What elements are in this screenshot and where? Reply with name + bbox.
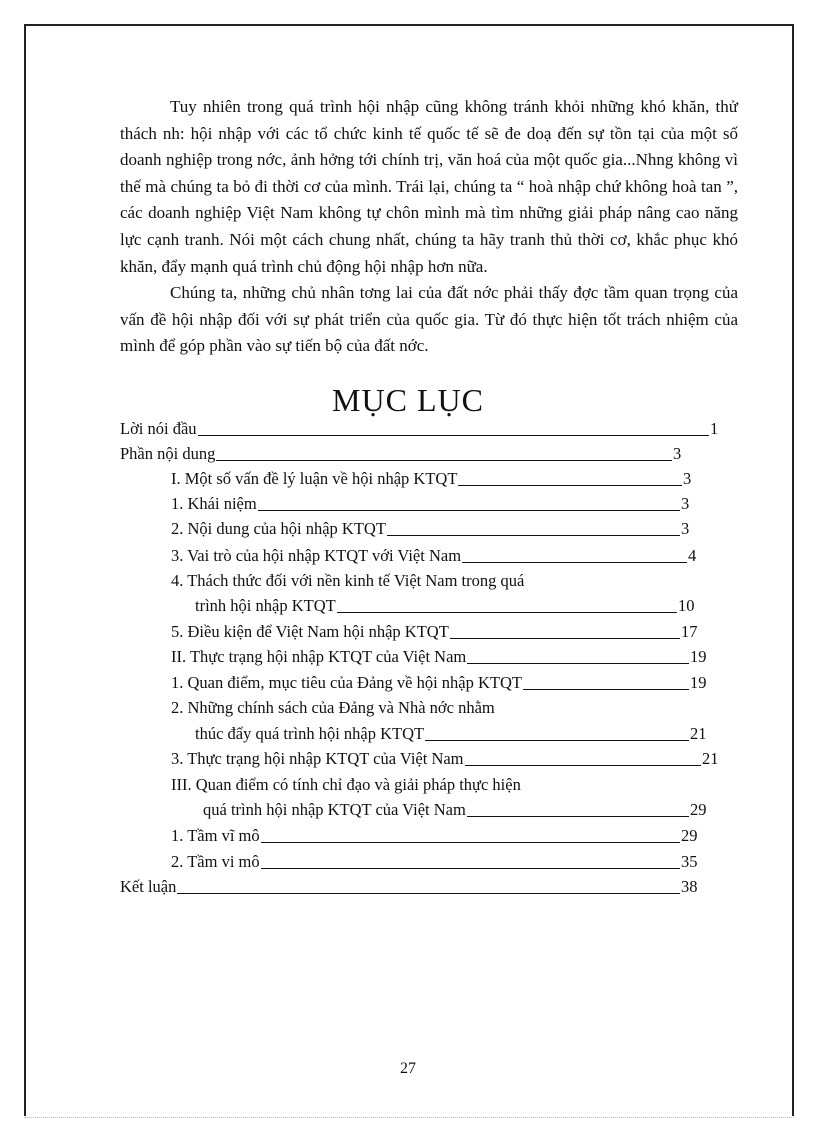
toc-leader-line — [458, 485, 682, 486]
paragraph: Chúng ta, những chủ nhân tơng lai của đất nớc phải thấy đợc tầm quan trọng của vấn đề hội nhập đối với sự phát triển của quốc gia. Từ đó thực hiện tốt trách nhiệm của mình để góp phần vào sự tiến bộ của đất nớc. — [120, 283, 738, 356]
toc-leader-line — [450, 638, 680, 639]
toc-entry-title: 2. Tầm vi mô — [171, 852, 260, 871]
toc-entry-title: 1. Quan điểm, mục tiêu của Đảng về hội nhập KTQT — [171, 673, 522, 692]
toc-leader-line — [258, 510, 680, 511]
toc-entry-page: 29 — [690, 800, 707, 819]
toc-entry-continuation: quá trình hội nhập KTQT của Việt Nam — [203, 800, 466, 819]
toc-leader-line — [425, 740, 689, 741]
toc-entry-page: 3 — [681, 519, 690, 538]
toc-entry-page: 19 — [690, 673, 707, 692]
paragraph: Tuy nhiên trong quá trình hội nhập cũng không tránh khỏi những khó khăn, thử thách nh: hội nhập với các tổ chức kinh tế quốc tế sẽ đe doạ đến sự tồn tại của một số doanh nghiệp trong nớc, ảnh hởng tới chính trị, văn hoá của một quốc gia...Nhng không vì thế mà chúng ta bỏ đi thời cơ của mình. Trái lại, chúng ta “ hoà nhập chứ không hoà tan ”, các doanh nghiệp Việt Nam không tự chôn mình mà tìm những giải pháp nâng cao năng lực cạnh tranh. Nói một cách chung nhất, chúng ta hãy tranh thủ thời cơ, khắc phục khó khăn, đẩy mạnh quá trình chủ động hội nhập hơn nữa. — [120, 97, 738, 276]
toc-entry-page: 4 — [688, 546, 697, 565]
toc-leader-line — [261, 842, 680, 843]
toc-entry-title: 3. Vai trò của hội nhập KTQT với Việt Nam — [171, 546, 462, 565]
toc-leader-line — [337, 612, 677, 613]
toc-entry-page: 35 — [681, 852, 698, 871]
toc-leader-line — [198, 435, 709, 436]
toc-entry-title: 1. Khái niệm — [171, 494, 257, 513]
toc-entry-page: 29 — [681, 826, 698, 845]
toc-leader-line — [462, 562, 687, 563]
toc-entry-title: 2. Những chính sách của Đảng và Nhà nớc nhằm — [171, 698, 495, 717]
toc-entry-title: III. Quan điểm có tính chỉ đạo và giải pháp thực hiện — [171, 775, 521, 794]
toc-leader-line — [216, 460, 672, 461]
toc-leader-line — [465, 765, 701, 766]
page-number: 27 — [400, 1060, 416, 1077]
toc-leader-line — [467, 816, 689, 817]
toc-entry-title: 2. Nội dung của hội nhập KTQT — [171, 519, 386, 538]
toc-entry-title: 3. Thực trạng hội nhập KTQT của Việt Nam — [171, 749, 464, 768]
toc-entry-title: Phần nội dung — [120, 444, 216, 463]
toc-entry-title: I. Một số vấn đề lý luận về hội nhập KTQT — [171, 469, 458, 488]
toc-entry-title: II. Thực trạng hội nhập KTQT của Việt Nam — [171, 647, 467, 666]
toc-title: MỤC LỤC — [332, 382, 484, 418]
toc-leader-line — [177, 893, 680, 894]
toc-entry-page: 3 — [681, 494, 690, 513]
body-text — [120, 94, 738, 360]
toc-entry-page: 17 — [681, 622, 698, 641]
toc-entry-page: 10 — [678, 596, 695, 615]
toc-leader-line — [387, 535, 680, 536]
toc-entry-title: Lời nói đầu — [120, 419, 197, 438]
toc-entry-page: 38 — [681, 877, 698, 896]
toc-leader-line — [261, 868, 680, 869]
toc-leader-line — [523, 689, 689, 690]
toc-entry-title: 1. Tầm vĩ mô — [171, 826, 260, 845]
toc-entry-page: 21 — [690, 724, 707, 743]
toc-leader-line — [467, 663, 689, 664]
toc-entry-title: 4. Thách thức đối với nền kinh tế Việt Nam trong quá — [171, 571, 525, 590]
toc-entry-continuation: trình hội nhập KTQT — [195, 596, 336, 615]
toc-entry-title: Kết luận — [120, 877, 177, 896]
toc-entry-page: 19 — [690, 647, 707, 666]
toc-entry-page: 21 — [702, 749, 719, 768]
toc-entry-page: 3 — [673, 444, 682, 463]
toc-entry-page: 1 — [710, 419, 719, 438]
toc-entry-page: 3 — [683, 469, 692, 488]
page-bottom-divider — [24, 1117, 794, 1118]
toc-entry-continuation: thúc đẩy quá trình hội nhập KTQT — [195, 724, 425, 743]
toc-entry-title: 5. Điều kiện để Việt Nam hội nhập KTQT — [171, 622, 449, 641]
